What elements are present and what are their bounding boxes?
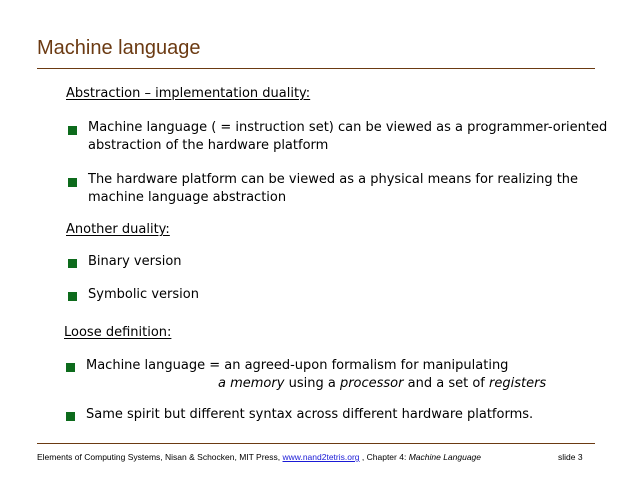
definition-word-processor: processor [339, 376, 404, 391]
slide-title: Machine language [37, 37, 201, 59]
bullet-square-icon [68, 126, 77, 135]
footer-chapter-text: , Chapter 4: [361, 452, 407, 462]
definition-word-registers: registers [489, 376, 547, 391]
bullet-text-same-spirit: Same spirit but different syntax across different hardware platforms. [86, 407, 534, 422]
bullet-text-instruction-set: Machine language ( = instruction set) can be viewed as a programmer-oriented abstraction of the hardware platform [88, 120, 608, 153]
footer-divider [37, 443, 595, 444]
title-divider [37, 68, 595, 69]
footer-link-nand2tetris[interactable]: www.nand2tetris.org [282, 452, 360, 462]
definition-text-using: using a [288, 376, 336, 391]
footer-chapter-name: Machine Language [408, 452, 482, 462]
slide-number: slide 3 [558, 452, 583, 462]
heading-abstraction-duality: Abstraction – implementation duality: [66, 86, 311, 101]
bullet-square-icon [68, 178, 77, 187]
definition-word-memory: memory [230, 376, 285, 391]
bullet-text-binary-version: Binary version [88, 254, 182, 269]
bullet-square-icon [68, 292, 77, 301]
heading-another-duality: Another duality: [66, 222, 170, 237]
bullet-square-icon [66, 363, 75, 372]
footer-citation [37, 452, 481, 462]
definition-line-1: Machine language = an agreed-upon formalism for manipulating [86, 358, 509, 373]
definition-word-a: a [218, 376, 226, 391]
heading-loose-definition: Loose definition: [64, 325, 172, 340]
bullet-text-hardware-platform: The hardware platform can be viewed as a physical means for realizing the machine language abstraction [88, 172, 579, 205]
bullet-square-icon [68, 259, 77, 268]
footer-citation-text: Elements of Computing Systems, Nisan & Schocken, MIT Press, [37, 452, 281, 462]
bullet-square-icon [66, 412, 75, 421]
bullet-text-symbolic-version: Symbolic version [88, 287, 199, 302]
definition-line-2 [218, 375, 546, 393]
definition-text-set-of: and a set of [407, 376, 485, 391]
